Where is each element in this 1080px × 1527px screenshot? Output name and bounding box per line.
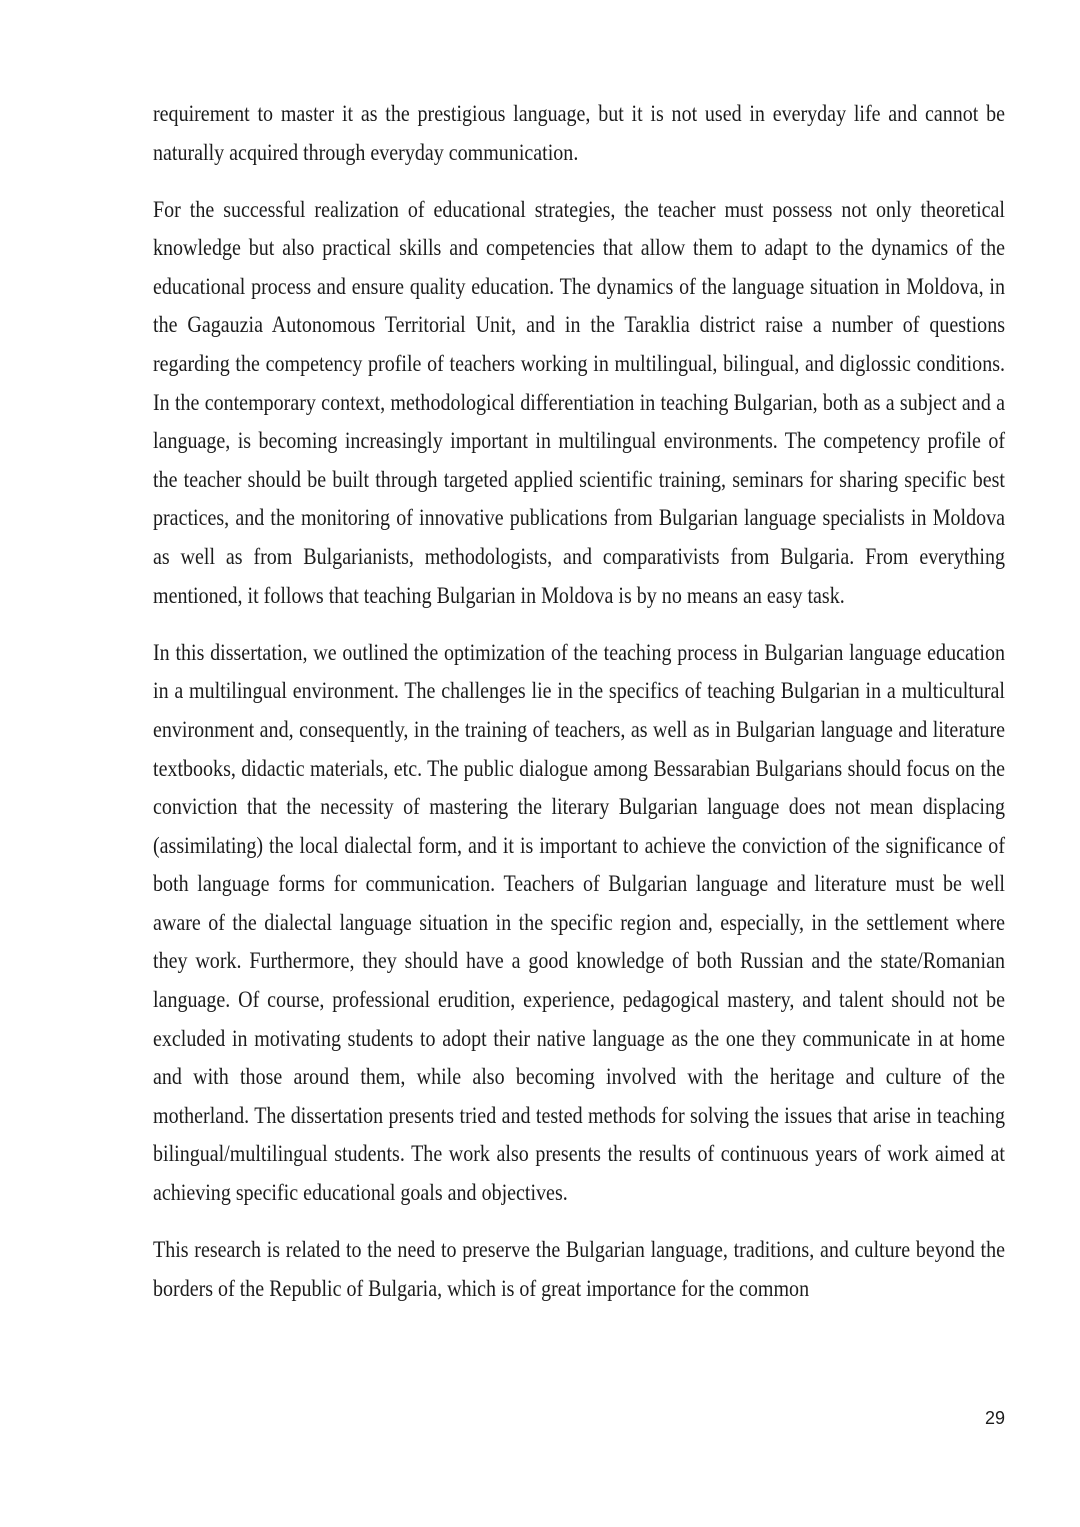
page-number: 29 xyxy=(984,1408,1005,1428)
text-block xyxy=(153,95,1005,1308)
paragraph-research-relevance: This research is related to the need to preserve the Bulgarian language, traditions, and culture beyond the borders of the Republic of Bulgaria, which is of great importance for the common xyxy=(153,1237,1005,1302)
paragraph-dissertation-summary: In this dissertation, we outlined the optimization of the teaching process in Bulgarian language education in a multilingual environment. The challenges lie in the specifics of teaching Bulgarian in a multicultural environment and, consequently, in the training of teachers, as well as in Bulgarian language and literature textbooks, didactic materials, etc. The public dialogue among Bessarabian Bulgarians should focus on the conviction that the necessity of mastering the literary Bulgarian language does not mean displacing (assimilating) the local dialectal form, and it is important to achieve the conviction of the significance of both language forms for communication. Teachers of Bulgarian language and literature must be well aware of the dialectal language situation in the specific region and, especially, in the settlement where they work. Furthermore, they should have a good knowledge of both Russian and the state/Romanian language. Of course, professional erudition, experience, pedagogical mastery, and talent should not be excluded in motivating students to adopt their native language as the one they communicate in at home and with those around them, while also becoming involved with the heritage and culture of the motherland. The dissertation presents tried and tested methods for solving the issues that arise in teaching bilingual/multilingual students. The work also presents the results of continuous years of work aimed at achieving specific educational goals and objectives. xyxy=(153,639,1005,1207)
paragraph-teacher-competencies: For the successful realization of educational strategies, the teacher must possess not only theoretical knowledge but also practical skills and competencies that allow them to adapt to the dynamics of the educational process and ensure quality education. The dynamics of the language situation in Moldova, in the Gagauzia Autonomous Territorial Unit, and in the Taraklia district raise a number of questions regarding the competency profile of teachers working in multilingual, bilingual, and diglossic conditions. In the contemporary context, methodological differentiation in teaching Bulgarian, both as a subject and a language, is becoming increasingly important in multilingual environments. The competency profile of the teacher should be built through targeted applied scientific training, seminars for sharing specific best practices, and the monitoring of innovative publications from Bulgarian language specialists in Moldova as well as from Bulgarianists, methodologists, and comparativists from Bulgaria. From everything mentioned, it follows that teaching Bulgarian in Moldova is by no means an easy task. xyxy=(153,196,1005,609)
text-content xyxy=(153,95,1005,1327)
paragraph-continuation: requirement to master it as the prestigious language, but it is not used in everyday life and cannot be naturally acquired through everyday communication. xyxy=(153,101,1005,166)
